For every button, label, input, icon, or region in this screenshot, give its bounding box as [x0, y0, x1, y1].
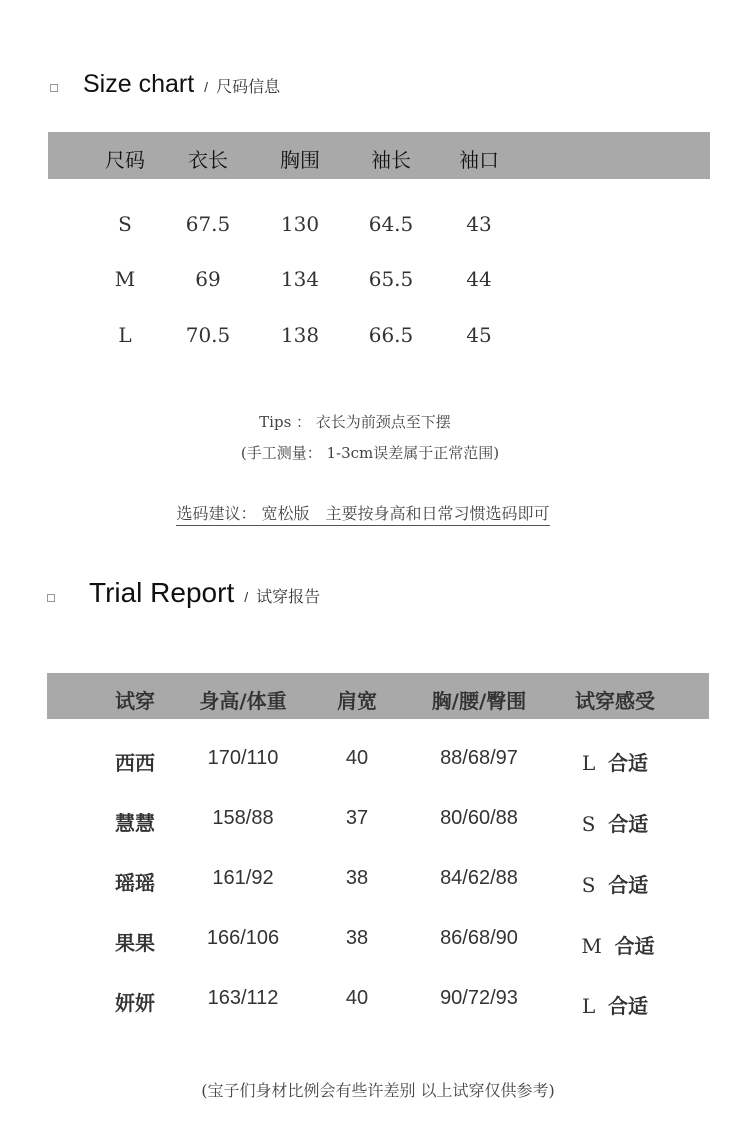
- title-separator: /: [244, 589, 249, 605]
- size-cell: M: [114, 267, 136, 291]
- measurements-cell: 84/62/88: [440, 867, 518, 889]
- measurements-cell: 90/72/93: [440, 987, 518, 1009]
- tester-name: 西西: [115, 751, 155, 775]
- measurements-cell: 80/60/88: [440, 807, 518, 829]
- fit-feeling: 合适: [608, 751, 648, 775]
- height-weight-cell: 163/112: [207, 987, 279, 1009]
- height-weight-cell: 158/88: [212, 807, 274, 829]
- trial-footnote: (宝子们身材比例会有些许差别 以上试穿仅供参考): [201, 1081, 555, 1100]
- height-weight-cell: 170/110: [207, 747, 279, 769]
- fit-size: S: [581, 873, 596, 897]
- length-cell: 67.5: [185, 212, 231, 236]
- measurements-col-header: 胸/腰/臀围: [431, 689, 527, 713]
- height-weight-col-header: 身高/体重: [199, 689, 287, 713]
- fit-feeling: 合适: [614, 934, 655, 958]
- measurements-cell: 88/68/97: [440, 747, 518, 769]
- size-cell: L: [118, 323, 132, 347]
- square-bullet-icon: [50, 84, 58, 92]
- fit-size: L: [582, 751, 596, 775]
- sleeve-col-header: 袖长: [371, 148, 411, 172]
- shoulder-col-header: 肩宽: [337, 689, 377, 713]
- tester-name: 慧慧: [115, 811, 155, 835]
- size-chart-heading: [50, 70, 280, 99]
- title-separator: /: [204, 79, 209, 95]
- shoulder-cell: 38: [345, 867, 369, 889]
- sleeve-cell: 64.5: [368, 212, 414, 236]
- trial-report-title-cn: 试穿报告: [256, 587, 321, 606]
- size-suggestion-text: 选码建议： 宽松版 主要按身高和日常习惯选码即可: [176, 504, 549, 526]
- fit-cell: [560, 869, 670, 898]
- height-weight-cell: 166/106: [206, 927, 280, 949]
- measurements-cell: 86/68/90: [440, 927, 518, 949]
- fit-feeling: 合适: [608, 812, 649, 836]
- fit-size: M: [581, 934, 602, 958]
- tips-line: Tips ： 衣长为前颈点至下摆: [259, 413, 451, 431]
- trial-report-heading: [47, 577, 320, 609]
- sleeve-cell: 65.5: [368, 267, 414, 291]
- fit-size: S: [581, 812, 596, 836]
- size-suggestion: [0, 501, 738, 524]
- chest-col-header: 胸围: [280, 148, 320, 172]
- cuff-cell: 45: [466, 323, 492, 347]
- fit-cell: [560, 747, 670, 776]
- height-weight-cell: 161/92: [212, 867, 274, 889]
- cuff-cell: 43: [466, 212, 492, 236]
- fit-feeling: 合适: [608, 873, 649, 897]
- shoulder-cell: 40: [345, 987, 369, 1009]
- shoulder-cell: 37: [345, 807, 369, 829]
- shoulder-cell: 40: [345, 747, 369, 769]
- sleeve-cell: 66.5: [368, 323, 414, 347]
- tips-measurement-note: (手工测量： 1-3cm误差属于正常范围): [240, 444, 500, 462]
- cuff-cell: 44: [466, 267, 492, 291]
- size-chart-title-cn: 尺码信息: [216, 77, 281, 96]
- chest-cell: 134: [280, 267, 320, 291]
- cuff-col-header: 袖口: [459, 148, 499, 172]
- fit-cell: [560, 990, 670, 1019]
- tester-name: 瑶瑶: [115, 871, 155, 895]
- tester-name: 果果: [115, 931, 155, 955]
- tester-col-header: 试穿: [115, 689, 155, 713]
- size-chart-title-en: Size chart: [83, 70, 195, 98]
- length-col-header: 衣长: [188, 148, 228, 172]
- chest-cell: 138: [280, 323, 320, 347]
- length-cell: 70.5: [185, 323, 231, 347]
- square-bullet-icon: [47, 594, 55, 602]
- size-col-header: 尺码: [105, 148, 145, 172]
- fit-feeling: 合适: [608, 994, 648, 1018]
- fit-cell: [560, 808, 670, 837]
- tester-name: 妍妍: [115, 991, 155, 1015]
- chest-cell: 130: [280, 212, 320, 236]
- fit-cell: [563, 930, 673, 959]
- trial-report-title-en: Trial Report: [89, 577, 235, 608]
- fit-col-header: 试穿感受: [575, 689, 655, 713]
- length-cell: 69: [195, 267, 221, 291]
- size-cell: S: [118, 212, 132, 236]
- shoulder-cell: 38: [345, 927, 369, 949]
- fit-size: L: [582, 994, 596, 1018]
